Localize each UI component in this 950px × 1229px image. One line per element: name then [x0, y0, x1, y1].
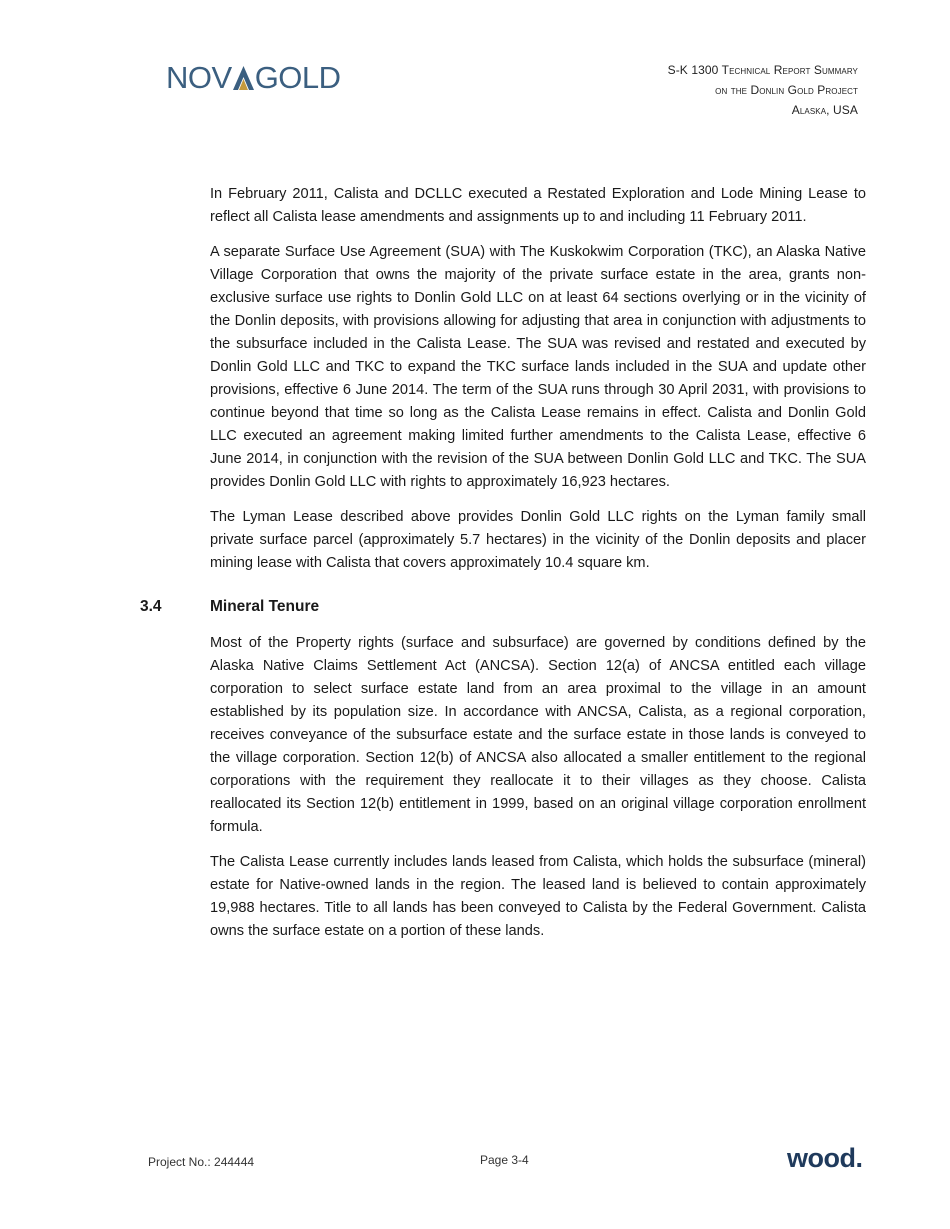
paragraph-ancsa: Most of the Property rights (surface and subsurface) are governed by conditions defined by the Alaska Native Claims Settlement Act (ANCSA). Section 12(a) of ANCSA entitled each village corporation to select surface estate land from an area proximal to the village in an amount established by its population size. In accordance with ANCSA, Calista, as a regional corporation, receives conveyance of the subsurface estate and the surface estate in those lands is conveyed to the village corporation. Section 12(b) of ANCSA also allocated a smaller entitlement to the regional corporations with the requirement they reallocate it to their villages as they choose. Calista reallocated its Section 12(b) entitlement in 1999, based on an original village corporation enrollment formula.: [210, 635, 866, 835]
paragraph-lyman-lease: The Lyman Lease described above provides Donlin Gold LLC rights on the Lyman family small private surface parcel (approximately 5.7 hectares) in the vicinity of the Donlin deposits and placer mining lease with Calista that covers approximately 10.4 square km.: [210, 509, 866, 571]
paragraph-restated-lease: In February 2011, Calista and DCLLC executed a Restated Exploration and Lode Mining Lease to reflect all Calista lease amendments and assignments up to and including 11 February 2011.: [210, 186, 866, 225]
wood-logo: wood.: [787, 1143, 863, 1173]
logo-a-mark-icon: [233, 64, 254, 88]
document-body: [140, 183, 866, 955]
paragraph-surface-use-agreement: A separate Surface Use Agreement (SUA) with The Kuskokwim Corporation (TKC), an Alaska Native Village Corporation that owns the majority of the private surface estate in the area, grants non-exclusive surface use rights to Donlin Gold LLC on at least 64 sections overlying or in the vicinity of the Donlin deposits, with provisions allowing for adjusting that area in conjunction with adjustments to the subsurface included in the Calista Lease. The SUA was revised and restated and executed by Donlin Gold LLC and TKC to expand the TKC surface lands included in the SUA and update other provisions, effective 6 June 2014. The term of the SUA runs through 30 April 2031, with provisions to continue beyond that time so long as the Calista Lease remains in effect. Calista and Donlin Gold LLC executed an agreement making limited further amendments to the Calista Lease, effective 6 June 2014, in conjunction with the revision of the SUA between Donlin Gold LLC and TKC. The SUA provides Donlin Gold LLC with rights to approximately 16,923 hectares.: [210, 244, 866, 490]
logo-text-suffix: GOLD: [254, 60, 341, 95]
novagold-logo: [166, 62, 341, 93]
section-title: Mineral Tenure: [210, 598, 320, 615]
report-title-line1: S-K 1300 Technical Report Summary: [667, 63, 858, 77]
page-number: Page 3-4: [480, 1153, 529, 1167]
section-heading: [140, 595, 866, 618]
logo-text-prefix: NOV: [166, 60, 232, 95]
paragraph-calista-lease: The Calista Lease currently includes lands leased from Calista, which holds the subsurface (mineral) estate for Native-owned lands in the region. The leased land is believed to contain approximately 19,988 hectares. Title to all lands has been conveyed to Calista by the Federal Government. Calista owns the surface estate on a portion of these lands.: [210, 854, 866, 939]
report-header: [668, 60, 858, 120]
section-number: 3.4: [140, 598, 162, 615]
report-title-line3: Alaska, USA: [791, 103, 858, 117]
report-title-line2: on the Donlin Gold Project: [715, 83, 858, 97]
project-number: Project No.: 244444: [148, 1155, 255, 1169]
